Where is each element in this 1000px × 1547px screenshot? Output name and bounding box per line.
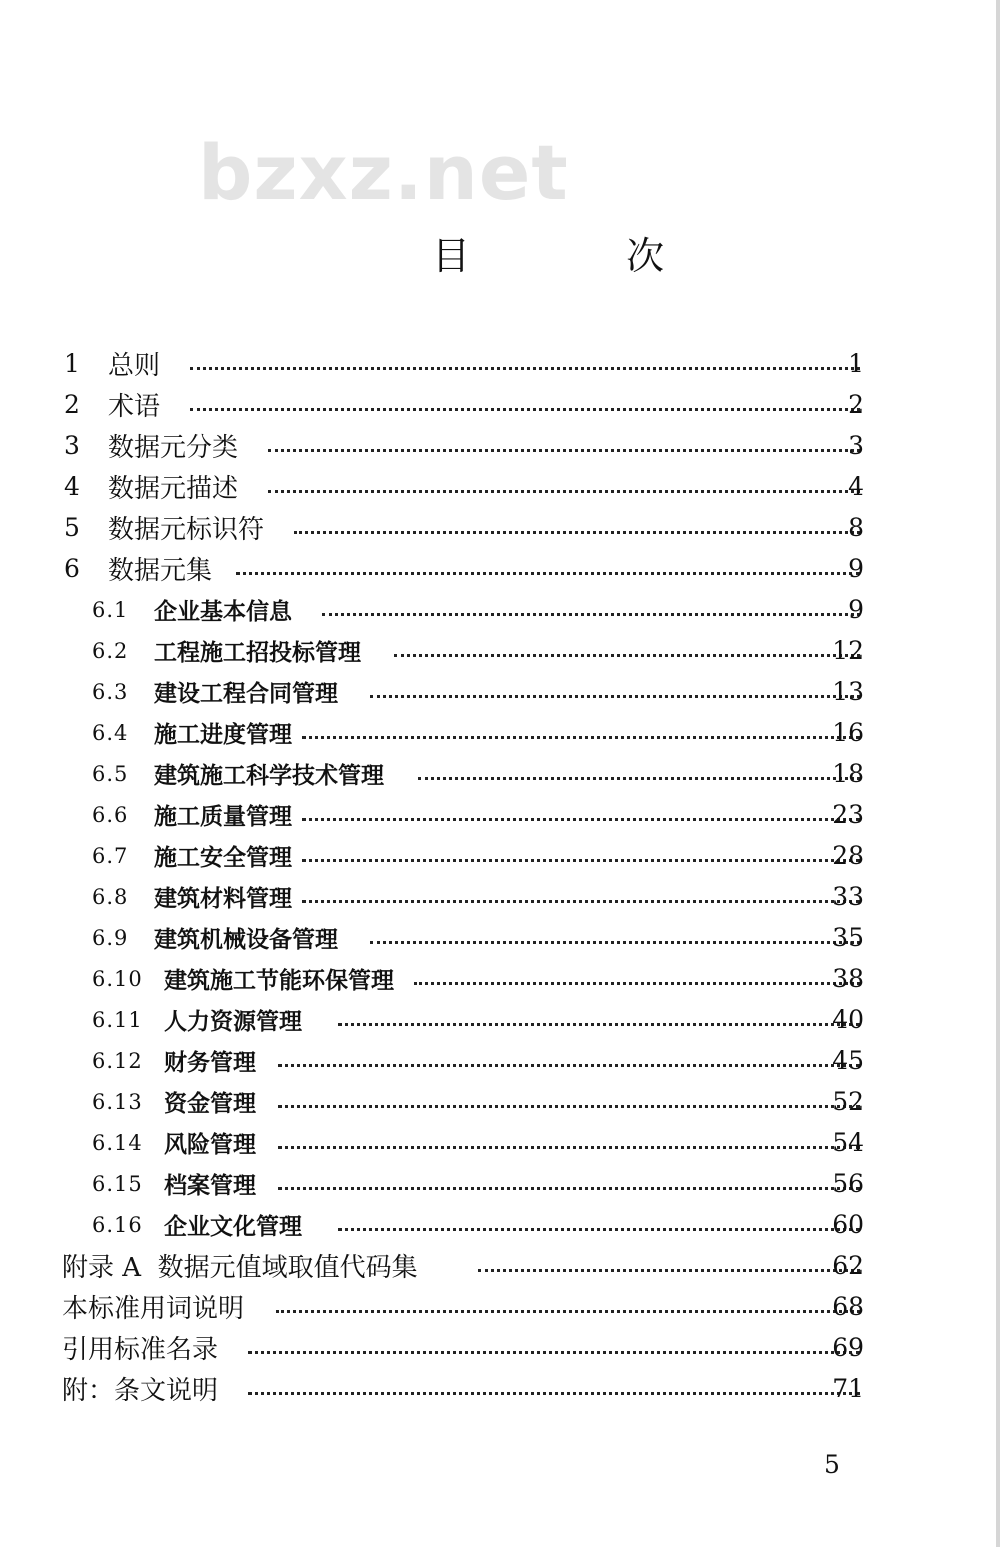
toc-subentry[interactable] (0, 1204, 1000, 1245)
toc-entry-number: 5 (64, 513, 80, 542)
toc-entry-page: 62 (832, 1251, 864, 1280)
watermark: bzxz.net (198, 128, 569, 217)
toc-entry-label: 数据元标识符 (108, 515, 265, 545)
toc-entry[interactable] (0, 343, 1000, 384)
toc-entry-label: 企业文化管理 (164, 1213, 302, 1240)
toc-entry-page: 33 (832, 882, 864, 911)
toc-dot-leader (294, 531, 860, 534)
toc-entry[interactable] (0, 466, 1000, 507)
toc-entry-number: 6.6 (92, 802, 129, 827)
toc-entry-label: 数据元描述 (108, 474, 239, 504)
toc-entry-number: 6.15 (92, 1171, 143, 1196)
toc-entry-label: 本标准用词说明 (62, 1294, 245, 1324)
toc-entry-page: 35 (832, 923, 864, 952)
toc-entry[interactable] (0, 1245, 1000, 1286)
toc-entry-page: 8 (848, 513, 864, 542)
toc-dot-leader (302, 859, 860, 862)
toc-entry-number: 6 (64, 554, 80, 583)
toc-dot-leader (370, 695, 860, 698)
toc-entry-label: 人力资源管理 (164, 1008, 302, 1035)
toc-dot-leader (248, 1392, 860, 1395)
toc-entry-number: 6.8 (92, 884, 129, 909)
toc-entry-page: 68 (832, 1292, 864, 1321)
toc-dot-leader (478, 1269, 860, 1272)
toc-entry-page: 13 (832, 677, 864, 706)
toc-entry[interactable] (0, 1327, 1000, 1368)
toc-entry-page: 52 (832, 1087, 864, 1116)
toc-entry-label: 数据元集 (108, 556, 213, 586)
toc-dot-leader (278, 1146, 860, 1149)
toc-subentry[interactable] (0, 876, 1000, 917)
toc-entry-page: 18 (832, 759, 864, 788)
toc-entry-number: 6.5 (92, 761, 129, 786)
toc-entry-label: 施工质量管理 (154, 803, 292, 830)
toc-entry-label: 资金管理 (164, 1090, 256, 1117)
toc-subentry[interactable] (0, 958, 1000, 999)
toc-subentry[interactable] (0, 917, 1000, 958)
toc-subentry[interactable] (0, 999, 1000, 1040)
toc-dot-leader (268, 490, 860, 493)
toc-dot-leader (302, 900, 860, 903)
table-of-contents (0, 343, 1000, 1409)
toc-entry-label: 建筑施工科学技术管理 (154, 762, 384, 789)
toc-subentry[interactable] (0, 835, 1000, 876)
toc-entry-page: 12 (832, 636, 864, 665)
toc-dot-leader (278, 1064, 860, 1067)
toc-entry-number: 6.4 (92, 720, 129, 745)
toc-subentry[interactable] (0, 1163, 1000, 1204)
toc-entry-label: 附：条文说明 (62, 1376, 219, 1406)
toc-entry-number: 1 (64, 349, 80, 378)
toc-entry-page: 60 (832, 1210, 864, 1239)
toc-entry-number: 6.2 (92, 638, 129, 663)
toc-entry-label: 数据元分类 (108, 433, 239, 463)
toc-entry-page: 38 (832, 964, 864, 993)
toc-entry-number: 6.3 (92, 679, 129, 704)
toc-dot-leader (338, 1228, 860, 1231)
toc-dot-leader (276, 1310, 860, 1313)
toc-entry-page: 9 (848, 595, 864, 624)
toc-dot-leader (322, 613, 860, 616)
toc-dot-leader (278, 1187, 860, 1190)
toc-entry[interactable] (0, 425, 1000, 466)
toc-dot-leader (190, 367, 860, 370)
toc-entry-number: 6.14 (92, 1130, 143, 1155)
toc-dot-leader (248, 1351, 860, 1354)
toc-dot-leader (394, 654, 860, 657)
toc-entry-page: 4 (848, 472, 864, 501)
toc-subentry[interactable] (0, 794, 1000, 835)
toc-entry-label: 财务管理 (164, 1049, 256, 1076)
toc-entry-number: 6.1 (92, 597, 129, 622)
toc-entry-label: 建筑机械设备管理 (154, 926, 338, 953)
toc-subentry[interactable] (0, 1081, 1000, 1122)
toc-entry-label: 附录 A 数据元值域取值代码集 (62, 1253, 418, 1283)
toc-entry-label: 施工进度管理 (154, 721, 292, 748)
toc-subentry[interactable] (0, 630, 1000, 671)
toc-subentry[interactable] (0, 671, 1000, 712)
toc-entry-label: 风险管理 (164, 1131, 256, 1158)
toc-entry-label: 建筑施工节能环保管理 (164, 967, 394, 994)
toc-entry[interactable] (0, 548, 1000, 589)
toc-entry-page: 16 (832, 718, 864, 747)
toc-subentry[interactable] (0, 712, 1000, 753)
toc-entry-page: 1 (848, 349, 864, 378)
toc-entry-page: 40 (832, 1005, 864, 1034)
toc-entry-page: 56 (832, 1169, 864, 1198)
toc-entry-number: 6.9 (92, 925, 129, 950)
toc-dot-leader (268, 449, 860, 452)
toc-entry-page: 45 (832, 1046, 864, 1075)
toc-dot-leader (418, 777, 860, 780)
toc-entry-page: 28 (832, 841, 864, 870)
toc-dot-leader (278, 1105, 860, 1108)
toc-entry-page: 9 (848, 554, 864, 583)
toc-entry-label: 工程施工招投标管理 (154, 639, 361, 666)
toc-entry-number: 6.11 (92, 1007, 143, 1032)
toc-dot-leader (338, 1023, 860, 1026)
toc-entry-number: 6.7 (92, 843, 129, 868)
toc-dot-leader (370, 941, 860, 944)
toc-entry-page: 2 (848, 390, 864, 419)
toc-entry-label: 引用标准名录 (62, 1335, 219, 1365)
page-title: 目 次 (432, 234, 737, 278)
toc-entry-number: 6.10 (92, 966, 143, 991)
toc-entry-number: 4 (64, 472, 80, 501)
toc-entry-page: 54 (832, 1128, 864, 1157)
toc-subentry[interactable] (0, 1040, 1000, 1081)
toc-entry-number: 2 (64, 390, 80, 419)
toc-entry-page: 69 (832, 1333, 864, 1362)
toc-dot-leader (302, 818, 860, 821)
toc-entry[interactable] (0, 384, 1000, 425)
toc-entry-number: 3 (64, 431, 80, 460)
toc-dot-leader (190, 408, 860, 411)
toc-subentry[interactable] (0, 589, 1000, 630)
toc-entry[interactable] (0, 1286, 1000, 1327)
toc-entry-page: 3 (848, 431, 864, 460)
page-number: 5 (824, 1450, 840, 1479)
toc-dot-leader (302, 736, 860, 739)
toc-entry-number: 6.12 (92, 1048, 143, 1073)
toc-entry-page: 23 (832, 800, 864, 829)
toc-subentry[interactable] (0, 1122, 1000, 1163)
toc-dot-leader (414, 982, 860, 985)
toc-subentry[interactable] (0, 753, 1000, 794)
toc-entry-page: 71 (832, 1374, 864, 1403)
toc-entry-label: 企业基本信息 (154, 598, 292, 625)
toc-entry[interactable] (0, 507, 1000, 548)
toc-entry[interactable] (0, 1368, 1000, 1409)
toc-entry-number: 6.13 (92, 1089, 143, 1114)
toc-entry-number: 6.16 (92, 1212, 143, 1237)
toc-entry-label: 施工安全管理 (154, 844, 292, 871)
toc-entry-label: 建筑材料管理 (154, 885, 292, 912)
toc-entry-label: 建设工程合同管理 (154, 680, 338, 707)
toc-entry-label: 总则 (108, 351, 161, 381)
toc-entry-label: 术语 (108, 392, 161, 422)
toc-dot-leader (236, 572, 860, 575)
toc-entry-label: 档案管理 (164, 1172, 256, 1199)
